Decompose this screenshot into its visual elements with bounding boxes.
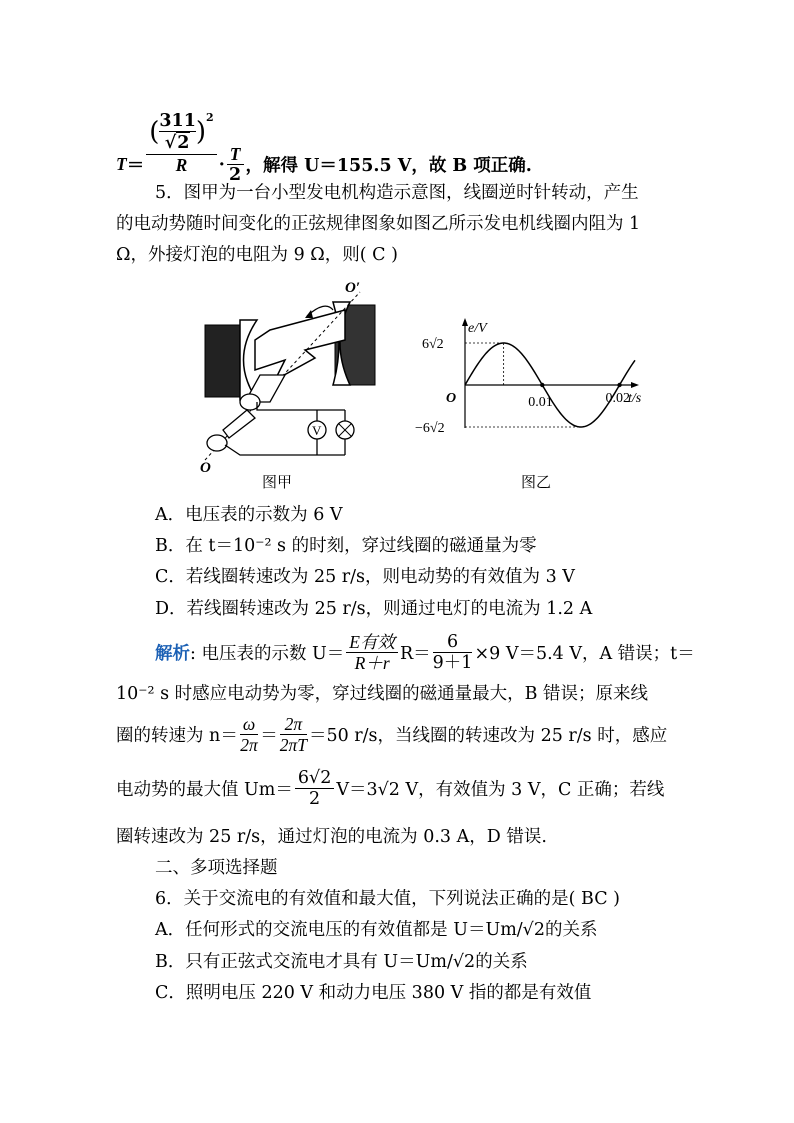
q5-option-d[interactable]: D．若线圈转速改为 25 r/s，则通过电灯的电流为 1.2 A: [155, 599, 593, 619]
eq-t-fraction: T 2: [227, 144, 244, 185]
previous-equation: T ＝ ( 311 √2 ) $^2$ R · T 2 ，解得 U＝155.5 V，故 B 项正确.: [116, 110, 532, 185]
q5-line1: 5．图甲为一台小型发电机构造示意图，线圈逆时针转动，产生: [155, 183, 639, 203]
analysis-frac-3: ω 2π: [240, 714, 258, 755]
coil-loop: [255, 310, 345, 380]
wire-bottom: [225, 445, 345, 455]
origin-label: O: [446, 391, 457, 406]
x-axis-label: t/s: [628, 391, 642, 406]
q5-option-c[interactable]: C．若线圈转速改为 25 r/s，则电动势的有效值为 3 V: [155, 567, 575, 587]
q6-stem: 6．关于交流电的有效值和最大值，下列说法正确的是( BC ): [155, 889, 620, 909]
q5-option-a[interactable]: A．电压表的示数为 6 V: [155, 505, 343, 525]
voltmeter-label: V: [312, 423, 322, 438]
eq-main-fraction: ( 311 √2 ) $^2$ R: [146, 111, 217, 175]
x-tick-1: 0.01: [528, 395, 553, 410]
x-arrow: [631, 382, 639, 388]
fig-a-caption: 图甲: [262, 473, 293, 491]
analysis-frac-4: 2π 2πT: [279, 714, 307, 755]
q6-option-b[interactable]: B．只有正弦式交流电才具有 U＝Um/√2的关系: [155, 952, 528, 972]
q5-line2: 的电动势随时间变化的正弦规律图象如图乙所示发电机线圈内阻为 1: [116, 214, 641, 234]
analysis-line4: 电动势的最大值 Um＝ 6√2 2 V＝3√2 V，有效值为 3 V，C 正确；若线: [116, 768, 665, 809]
zero-crossing-dot-2: [617, 383, 621, 387]
y-tick-max: 6√2: [422, 337, 444, 352]
analysis-frac-2: $\frac{6}{9+1}$: [432, 632, 473, 673]
emf-chart: [410, 310, 660, 435]
fig-b-caption: 图乙: [521, 473, 552, 491]
y-axis-label: e/V: [468, 321, 487, 336]
analysis-line1: 解析 : 电压表的示数 U＝ E有效 R＋r R＝ $\frac{6}{9+1}$ ×9 V＝5.4 V，A 错误；t＝: [155, 632, 695, 673]
shaft-lower: [223, 410, 255, 438]
analysis-tag: 解析: [155, 644, 190, 664]
wire-top: [257, 402, 345, 410]
axis-label-top: O′: [345, 280, 361, 296]
rotation-arrowhead: [305, 310, 313, 318]
q6-option-a[interactable]: A．任何形式的交流电压的有效值都是 U＝Um/√2的关系: [155, 920, 598, 940]
q5-line3: Ω，外接灯泡的电阻为 9 Ω，则( C ): [116, 245, 398, 265]
analysis-line2: 10⁻² s 时感应电动势为零，穿过线圈的磁通量最大，B 错误；原来线: [116, 684, 649, 704]
analysis-frac-1: E有效 R＋r: [346, 632, 398, 673]
eq-lhs: T: [116, 154, 127, 174]
q6-option-c[interactable]: C．照明电压 220 V 和动力电压 380 V 指的都是有效值: [155, 983, 592, 1003]
q5-option-b[interactable]: B．在 t＝10⁻² s 的时刻，穿过线圈的磁通量为零: [155, 536, 537, 556]
left-magnet: [205, 325, 240, 397]
analysis-frac-5: 6√2 2: [295, 768, 334, 809]
analysis-line3: 圈的转速为 n＝ ω 2π ＝ 2π 2πT ＝50 r/s，当线圈的转速改为 25 r/s 时，感应: [116, 714, 668, 755]
axis-label-bottom: O: [200, 460, 211, 476]
zero-crossing-dot-1: [540, 383, 544, 387]
eq-result: ，解得 U＝155.5 V，故 B 项正确.: [245, 156, 532, 176]
analysis-line5: 圈转速改为 25 r/s，通过灯泡的电流为 0.3 A，D 错误.: [116, 827, 547, 847]
section-title: 二、多项选择题: [155, 858, 278, 878]
y-tick-min: −6√2: [415, 421, 445, 435]
x-tick-2: 0.02: [605, 391, 631, 406]
generator-diagram: [195, 280, 395, 480]
slip-ring-bottom: [207, 435, 227, 451]
